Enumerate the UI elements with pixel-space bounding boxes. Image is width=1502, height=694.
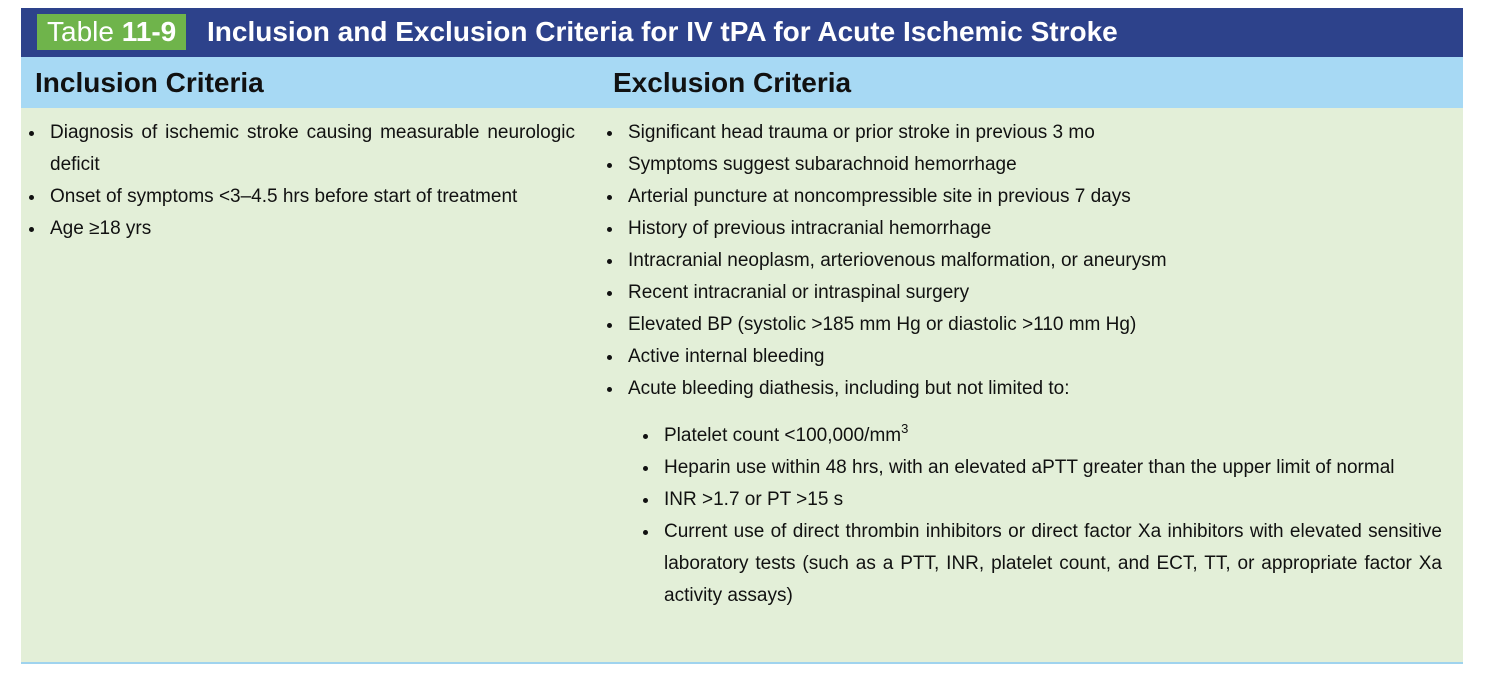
table-title-bar <box>21 8 1463 57</box>
table-number: 11-9 <box>121 16 177 47</box>
list-item: Elevated BP (systolic >185 mm Hg or diastolic >110 mm Hg) <box>628 309 1418 341</box>
list-item: Intracranial neoplasm, arteriovenous malformation, or aneurysm <box>628 245 1418 277</box>
platelet-text: Platelet count <100,000/mm <box>664 425 902 446</box>
inclusion-list <box>50 117 575 245</box>
list-item: Active internal bleeding <box>628 341 1418 373</box>
inclusion-heading: Inclusion Criteria <box>35 67 264 98</box>
sub-list-item-heparin: Heparin use within 48 hrs, with an elevated aPTT greater than the upper limit of normal <box>664 452 1442 484</box>
exclusion-heading: Exclusion Criteria <box>613 67 852 98</box>
table-title: Inclusion and Exclusion Criteria for IV tPA for Acute Ischemic Stroke <box>207 16 1118 47</box>
sub-list-item-platelet <box>664 420 1442 452</box>
table-number-tag <box>37 14 186 50</box>
table-label: Table <box>47 16 114 47</box>
column-header-row <box>21 57 1463 108</box>
list-item: Age ≥18 yrs <box>50 213 575 245</box>
list-item: Diagnosis of ischemic stroke causing measurable neurologic deficit <box>50 117 575 181</box>
list-item: Acute bleeding diathesis, including but not limited to: <box>628 373 1418 405</box>
list-item: Recent intracranial or intraspinal surgery <box>628 277 1418 309</box>
bleeding-diathesis-sublist <box>664 420 1442 612</box>
sub-list-item-thrombin: Current use of direct thrombin inhibitors or direct factor Xa inhibitors with elevated sensitive laboratory tests (such as a PTT, INR, platelet count, and ECT, TT, or appropriate factor Xa activity assays) <box>664 516 1442 612</box>
list-item: Arterial puncture at noncompressible site in previous 7 days <box>628 181 1418 213</box>
sub-list-item-inr: INR >1.7 or PT >15 s <box>664 484 1442 516</box>
exclusion-list <box>628 117 1418 405</box>
list-item: Significant head trauma or prior stroke in previous 3 mo <box>628 117 1418 149</box>
superscript: 3 <box>901 421 909 436</box>
list-item: Onset of symptoms <3–4.5 hrs before start of treatment <box>50 181 575 213</box>
list-item: Symptoms suggest subarachnoid hemorrhage <box>628 149 1418 181</box>
list-item: History of previous intracranial hemorrhage <box>628 213 1418 245</box>
